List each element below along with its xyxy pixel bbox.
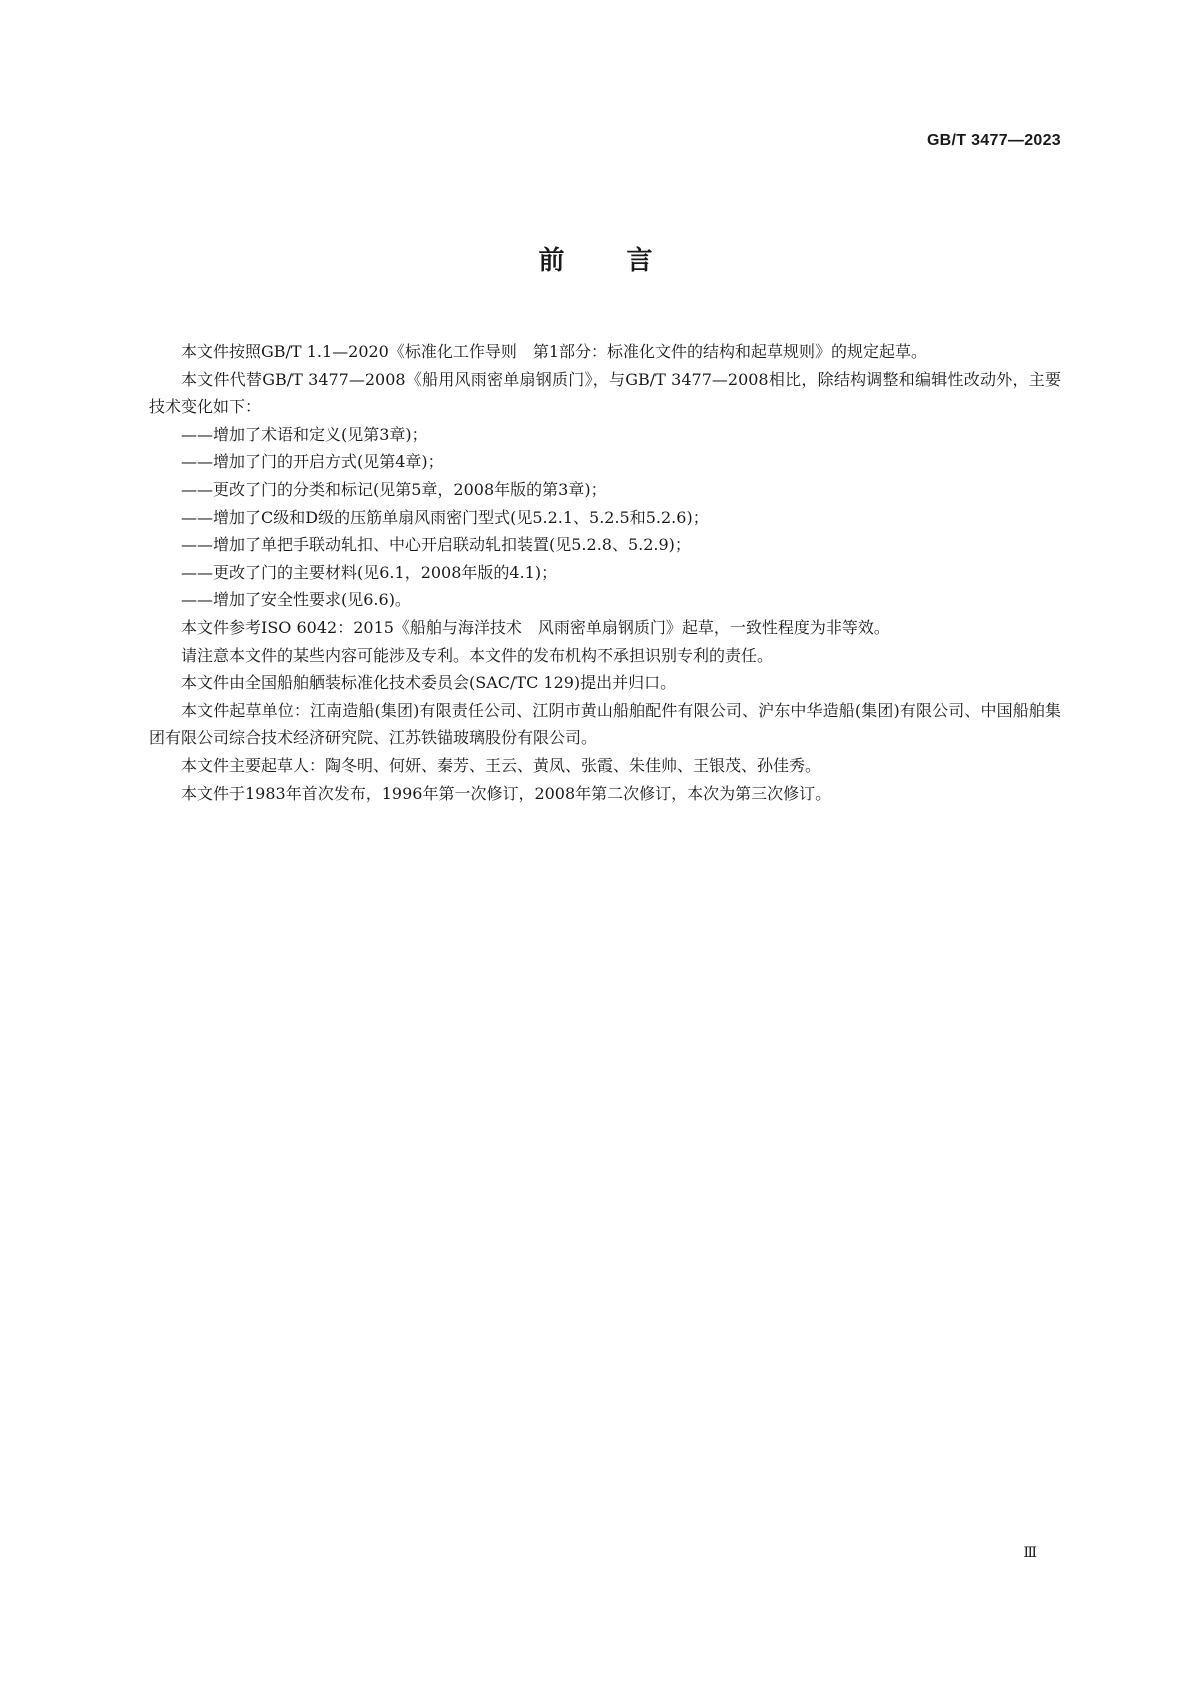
document-body — [149, 338, 1061, 807]
list-item: ——增加了安全性要求(见6.6)。 — [181, 590, 411, 610]
paragraph-drafters: 本文件主要起草人：陶冬明、何妍、秦芳、王云、黄凤、张霞、朱佳帅、王银茂、孙佳秀。 — [181, 755, 822, 775]
list-item: ——增加了门的开启方式(见第4章)； — [181, 452, 444, 472]
paragraph-replacement: 本文件代替GB/T 3477—2008《船用风雨密单扇钢质门》，与GB/T 3477—2008相比，除结构调整和编辑性改动外，主要技术变化如下： — [149, 369, 1061, 417]
paragraph-reference: 本文件参考ISO 6042：2015《船舶与海洋技术 风雨密单扇钢质门》起草，一致性程度为非等效。 — [181, 617, 890, 637]
list-item: ——增加了单把手联动轧扣、中心开启联动轧扣装置(见5.2.8、5.2.9)； — [181, 535, 691, 555]
list-item: ——更改了门的主要材料(见6.1，2008年版的4.1)； — [181, 562, 558, 582]
list-item: ——增加了术语和定义(见第3章)； — [181, 424, 428, 444]
paragraph-patent-notice: 请注意本文件的某些内容可能涉及专利。本文件的发布机构不承担识别专利的责任。 — [181, 645, 774, 665]
paragraph-drafting-rules: 本文件按照GB/T 1.1—2020《标准化工作导则 第1部分：标准化文件的结构和起草规则》的规定起草。 — [181, 342, 928, 361]
list-item: ——更改了门的分类和标记(见第5章，2008年版的第3章)； — [181, 479, 607, 499]
changes-list — [149, 421, 1061, 614]
page-number: Ⅲ — [1023, 1545, 1036, 1561]
list-item: ——增加了C级和D级的压筋单扇风雨密门型式(见5.2.1、5.2.5和5.2.6)； — [181, 507, 709, 527]
paragraph-drafting-units: 本文件起草单位：江南造船(集团)有限责任公司、江阴市黄山船舶配件有限公司、沪东中华造船(集团)有限公司、中国船舶集团有限公司综合技术经济研究院、江苏铁锚玻璃股份有限公司。 — [149, 700, 1061, 748]
standard-code: GB/T 3477—2023 — [926, 132, 1061, 149]
page-title: 前言 — [538, 246, 715, 276]
paragraph-proposer: 本文件由全国船舶舾装标准化技术委员会(SAC/TC 129)提出并归口。 — [181, 673, 677, 693]
paragraph-history: 本文件于1983年首次发布，1996年第一次修订，2008年第二次修订，本次为第三次修订。 — [181, 783, 832, 803]
